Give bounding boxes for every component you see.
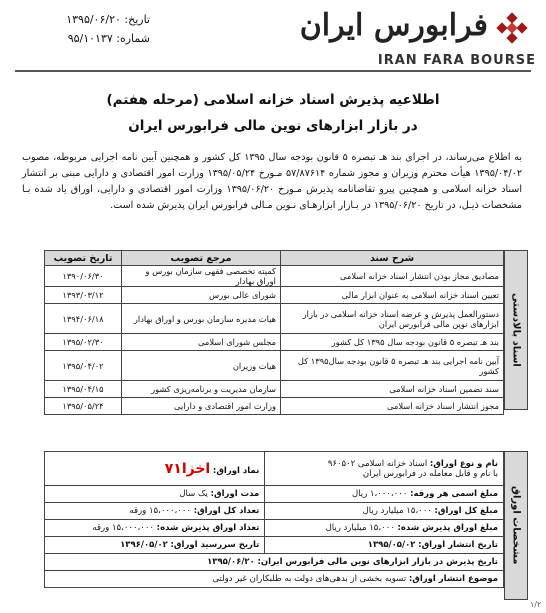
table-row xyxy=(45,351,504,381)
spec-issue-value: ۱۳۹۵/۰۵/۰۲ xyxy=(367,540,416,550)
row-authority: هیات وزیران xyxy=(122,351,281,381)
spec-duration-label: مدت اوراق: xyxy=(210,489,260,499)
spec-issue-label: تاریخ انتشار اوراق: xyxy=(418,540,498,550)
row-date: ۱۳۹۵/۰۵/۲۴ xyxy=(45,398,122,415)
spec-duration-value: یک سال xyxy=(179,489,208,499)
announcement-title: اطلاعیه پذیرش اسناد خزانه اسلامی (مرحله هفتم) xyxy=(106,92,440,108)
spec-face-value: ۱،۰۰۰،۰۰۰ ریال xyxy=(351,489,408,499)
spec-purpose-cell xyxy=(45,571,504,588)
specs-row xyxy=(45,486,504,503)
spec-total-label: مبلغ کل اوراق: xyxy=(434,506,498,516)
spec-issue-cell xyxy=(265,537,504,554)
spec-duration-cell xyxy=(45,486,265,503)
spec-accepted-amount-value: ۱۵،۰۰۰ میلیارد ریال xyxy=(325,523,395,533)
row-date: ۱۳۹۴/۰۶/۱۸ xyxy=(45,304,122,334)
row-description: سند تضمین اسناد خزانه اسلامی xyxy=(281,381,504,398)
specs-side-label xyxy=(504,451,528,600)
spec-accepted-amount-cell xyxy=(265,520,504,537)
ifb-emblem-icon xyxy=(494,12,530,48)
spec-accept-date-label: تاریخ پذیرش در بازار ابزارهای نوین مالی فرابورس ایران: xyxy=(257,557,498,567)
row-date: ۱۳۹۳/۰۳/۱۲ xyxy=(45,287,122,304)
spec-symbol-cell xyxy=(45,452,265,486)
table-row xyxy=(45,266,504,287)
spec-accepted-count-cell xyxy=(45,520,265,537)
page-number: ۱/۲ xyxy=(530,600,542,609)
specs-row xyxy=(45,537,504,554)
table-row xyxy=(45,334,504,351)
row-authority: مجلس شورای اسلامی xyxy=(122,334,281,351)
spec-name-cell xyxy=(265,452,504,486)
row-authority: کمیته تخصصی فقهی سازمان بورس و اوراق بهادار xyxy=(122,266,281,287)
spec-accept-date-value: ۱۳۹۵/۰۶/۲۰ xyxy=(207,557,255,567)
document-meta xyxy=(20,10,150,48)
spec-maturity-cell xyxy=(45,537,265,554)
spec-accept-date-cell xyxy=(45,554,504,571)
row-description: دستورالعمل پذیرش و عرضه اسناد خزانه اسلامی در بازار ابزارهای نوین مالی فرابورس ایران xyxy=(281,304,504,334)
col-authority: مرجع تصویب xyxy=(122,251,281,266)
row-authority: هیات مدیره سازمان بورس و اوراق بهادار xyxy=(122,304,281,334)
announcement-subtitle: در بازار ابزارهای نوین مالی فرابورس ایران xyxy=(128,118,418,134)
spec-maturity-value: ۱۳۹۶/۰۵/۰۲ xyxy=(120,540,168,550)
specs-row xyxy=(45,571,504,588)
intro-paragraph: به اطلاع می‌رساند، در اجرای بند هـ تبصره ۵ قانون بودجه سال ۱۳۹۵ کل کشور و همچنین آیین نامه اجرایی مربوطه، مصوب ۱۳۹۵/۰۴/۰۲ هیأت محترم وزیران و مجوز شماره ۵۷/۸۷۶۱۴ مـورخ ۱۳۹۵/۰۵/۲۴ وزارت امور اقتصادی و دارایی مبنی بر انتشار اسناد خزانه اسلامی و همچنین پیرو تقاضانامه پذیرش مـورخ ۱۳۹۵/۰۶/۲۰ وزارت امور اقتصادی و دارایی، اوراق یاد شده بـا مشخصات ذیـل، در تاریخ ۱۳۹۵/۰۶/۲۰ در بـازار ابزارهـای نـوین مـالی فرابورس ایران پذیرش شده است. xyxy=(22,152,522,211)
row-description: بند هـ تبصره ۵ قانون بودجه سال ۱۳۹۵ کل کشور xyxy=(281,334,504,351)
spec-symbol-label: نماد اوراق: xyxy=(212,465,260,476)
document-date: تاریخ: ۱۳۹۵/۰۶/۲۰ xyxy=(66,13,150,26)
row-description: مصادیق مجاز بودن انتشار اسناد خزانه اسلامی xyxy=(281,266,504,287)
specs-row xyxy=(45,452,504,486)
spec-face-cell xyxy=(265,486,504,503)
spec-accepted-count-label: تعداد اوراق پذیرش شده: xyxy=(156,523,260,533)
spec-name-value: اسناد خزانه اسلامی ۹۶۰۵۰۲ xyxy=(327,458,428,469)
table-row xyxy=(45,381,504,398)
specs-table xyxy=(44,451,504,588)
spec-purpose-label: موضوع انتشار اوراق: xyxy=(408,574,498,584)
row-description: آیین نامه اجرایی بند هـ تبصره ۵ قانون بودجه سال۱۳۹۵ کل کشور xyxy=(281,351,504,381)
row-authority: وزارت امور اقتصادی و دارایی xyxy=(122,398,281,415)
spec-total-cell xyxy=(265,503,504,520)
col-date: تاریخ تصویب xyxy=(45,251,122,266)
table-row xyxy=(45,398,504,415)
spec-count-value: ۱۵،۰۰۰،۰۰۰ ورقه xyxy=(129,506,191,516)
row-date: ۱۳۹۵/۰۲/۳۰ xyxy=(45,334,122,351)
header-divider xyxy=(15,70,531,72)
approvals-header-row xyxy=(45,251,504,266)
logo-persian-text: فرابورس ایران xyxy=(299,8,488,43)
logo-english-text: IRAN FARA BOURSE xyxy=(377,53,536,68)
table-row xyxy=(45,304,504,334)
specs-row xyxy=(45,520,504,537)
row-date: ۱۳۹۵/۰۴/۰۲ xyxy=(45,351,122,381)
row-description: مجوز انتشار اسناد خزانه اسلامی xyxy=(281,398,504,415)
row-date: ۱۳۹۵/۰۴/۱۵ xyxy=(45,381,122,398)
spec-purpose-value: تسویه بخشی از بدهی‌های دولت به طلبکاران غیر دولتی xyxy=(212,574,407,584)
spec-maturity-label: تاریخ سررسید اوراق: xyxy=(170,540,260,550)
spec-count-label: تعداد کل اوراق: xyxy=(193,506,260,516)
table-row xyxy=(45,287,504,304)
col-description: شرح سند xyxy=(281,251,504,266)
document-number: شماره: ۹۵/۱۰۱۳۷ xyxy=(67,32,150,45)
approvals-table xyxy=(44,250,504,415)
spec-total-value: ۱۵،۰۰۰ میلیارد ریال xyxy=(362,506,432,516)
specs-row xyxy=(45,554,504,571)
spec-symbol-value: اخزا۷۱ xyxy=(164,460,211,477)
spec-name-label: نام و نوع اوراق: xyxy=(429,458,498,469)
spec-name-note: با نام و قابل معامله در فرابورس ایران xyxy=(362,468,498,479)
row-authority: شورای عالی بورس xyxy=(122,287,281,304)
row-description: تعیین اسناد خزانه اسلامی به عنوان ابزار مالی xyxy=(281,287,504,304)
row-authority: سازمان مدیریت و برنامه‌ریزی کشور xyxy=(122,381,281,398)
approvals-side-label-text: اسناد بالادستی xyxy=(510,293,522,367)
row-date: ۱۳۹۰/۰۶/۳۰ xyxy=(45,266,122,287)
spec-accepted-count-value: ۱۵،۰۰۰،۰۰۰ ورقه xyxy=(92,523,154,533)
spec-count-cell xyxy=(45,503,265,520)
approvals-side-label xyxy=(504,250,528,410)
specs-side-label-text: مشخصات اوراق xyxy=(510,486,522,565)
spec-face-label: مبلغ اسمی هر ورقه: xyxy=(410,489,498,499)
ifb-logo xyxy=(286,6,536,70)
spec-accepted-amount-label: مبلغ اوراق پذیرش شده: xyxy=(397,523,498,533)
specs-row xyxy=(45,503,504,520)
